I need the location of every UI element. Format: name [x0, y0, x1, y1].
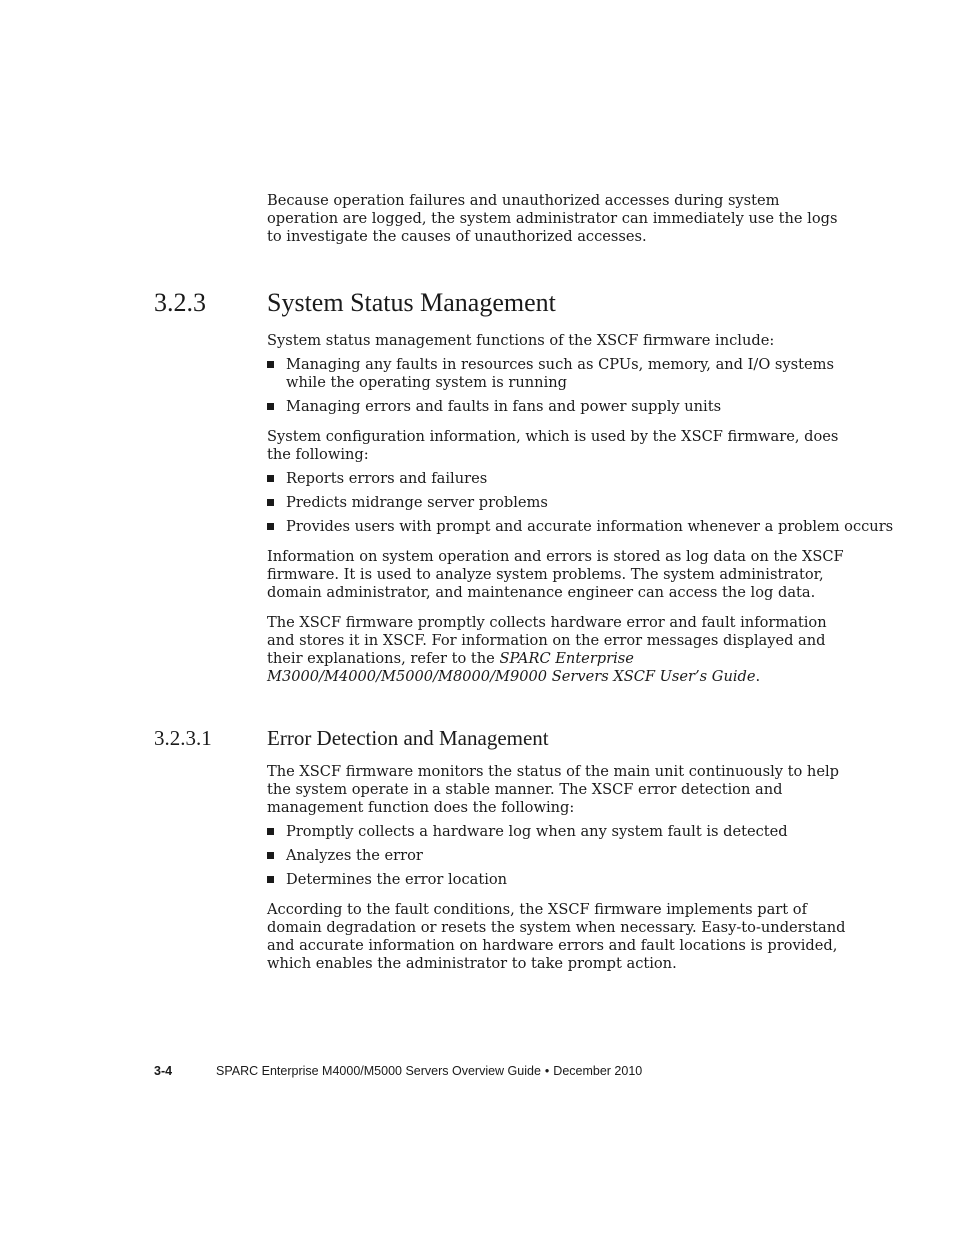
section-paragraph-reference: The XSCF firmware promptly collects hardware error and fault information and stores it in XSCF. For information on the error messages displayed and their explanations, refer to the SPARC Enterprise M3000/M4000/M5000/M8000/M9000 Servers XSCF User’s Guide.: [267, 614, 827, 685]
list-item: Determines the error location: [267, 871, 847, 889]
intro-text: Because operation failures and unauthorized accesses during system operation are logged, the system administrator can immediately use the logs to investigate the causes of unauthorized accesses.: [267, 192, 838, 245]
bullet-list-functions: [267, 356, 847, 416]
bullet-list-detection: [267, 823, 847, 889]
section-number: 3.2.3: [154, 288, 206, 317]
bullet-icon: [267, 523, 274, 530]
section-title: System Status Management: [267, 288, 556, 317]
footer-separator: •: [544, 1064, 550, 1078]
bullet-icon: [267, 361, 274, 368]
book-title: SPARC Enterprise M4000/M5000 Servers Overview Guide: [216, 1064, 541, 1078]
publication-date: December 2010: [553, 1064, 643, 1078]
list-item: Managing any faults in resources such as CPUs, memory, and I/O systems while the operating system is running: [267, 356, 847, 392]
manual-reference: SPARC Enterprise M3000/M4000/M5000/M8000/M9000 Servers XSCF User’s Guide: [267, 650, 756, 685]
page-footer: [154, 1063, 642, 1079]
bullet-icon: [267, 828, 274, 835]
page-number: 3-4: [154, 1064, 173, 1078]
section-paragraph: System configuration information, which is used by the XSCF firmware, does the following:: [267, 428, 839, 463]
bullet-list-config: [267, 470, 894, 536]
section-paragraph: Information on system operation and errors is stored as log data on the XSCF firmware. It is used to analyze system problems. The system administrator, domain administrator, and maintenance engineer can access the log data.: [267, 548, 844, 601]
subsection-body: [267, 763, 847, 973]
list-item: Analyzes the error: [267, 847, 847, 865]
bullet-icon: [267, 475, 274, 482]
subsection-number: 3.2.3.1: [154, 726, 212, 750]
subsection-paragraph: According to the fault conditions, the XSCF firmware implements part of domain degradation or resets the system when necessary. Easy-to-understand and accurate information on hardware errors and fault locations is provided, which enables the administrator to take prompt action.: [267, 901, 846, 972]
bullet-icon: [267, 876, 274, 883]
subsection-lead: The XSCF firmware monitors the status of the main unit continuously to help the system operate in a stable manner. The XSCF error detection and management function does the following:: [267, 763, 839, 816]
bullet-icon: [267, 403, 274, 410]
list-item: Predicts midrange server problems: [267, 494, 847, 512]
list-item: Promptly collects a hardware log when any system fault is detected: [267, 823, 847, 841]
section-lead: System status management functions of the XSCF firmware include:: [267, 332, 775, 349]
intro-paragraph: [267, 192, 847, 246]
subsection-title: Error Detection and Management: [267, 726, 549, 750]
section-body: [267, 332, 894, 686]
bullet-icon: [267, 852, 274, 859]
list-item: Managing errors and faults in fans and power supply units: [267, 398, 847, 416]
list-item: Provides users with prompt and accurate information whenever a problem occurs: [267, 518, 847, 536]
list-item: Reports errors and failures: [267, 470, 847, 488]
bullet-icon: [267, 499, 274, 506]
